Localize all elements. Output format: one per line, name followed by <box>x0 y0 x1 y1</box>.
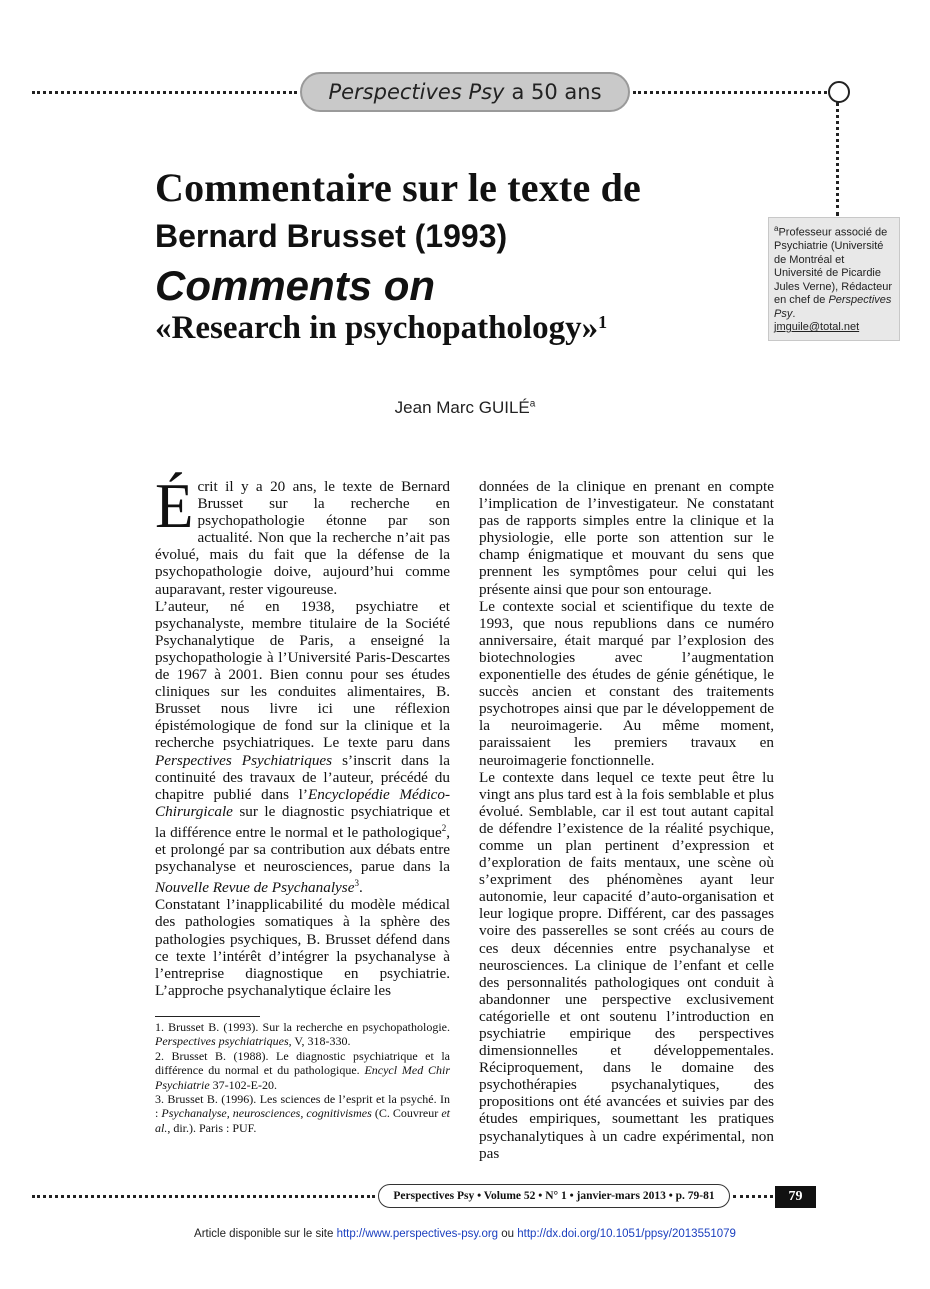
availability-notice <box>0 1228 930 1240</box>
footnote-2-text-b: 37-102-E-20. <box>209 1077 277 1092</box>
title-footnote-ref: 1 <box>598 312 608 332</box>
footnote-2 <box>155 1049 450 1092</box>
footnote-3-italic-etal: et al. <box>155 1106 450 1135</box>
journal-anniversary-banner <box>300 72 630 112</box>
paragraph-6: Le contexte dans lequel ce texte peut être lu vingt ans plus tard est à la fois semblable et plus évolué. Semblable, car il est tout autant capital de défendre l’existence de la réalité psychique, comme un plan pertinent d’expression et d’exploration de faits mentaux, une scène où s’expriment des phénomènes ayant leur autonomie, leur capacité d’auto-organisation et leur logique propre. Différent, car des passages voire des passerelles se sont créés au cours de ces deux décennies entre psychanalyse et neurosciences. La clinique de l’enfant et celle des personnalités pathologiques ont conduit à abandonner une perspective exclusivement catégorielle et ont soutenu l’introduction en psychiatrie empirique des perspectives dimensionnelles et développementales. Réciproquement, dans le domaine des psychothérapies psychanalytiques, des propositions ont été avancées et suivies par des études empiriques, soumettant les pratiques psychanalytiques à un cadre expérimental, non pas <box>479 768 774 1162</box>
header-dotted-rule-vertical <box>836 102 839 216</box>
affiliation-journal: Perspectives Psy <box>774 294 892 320</box>
title-french-line2: Bernard Brusset (1993) <box>155 218 508 254</box>
paragraph-5: Le contexte social et scientifique du texte de 1993, que nous republions dans ce numéro anniversaire, était marqué par l’explosion des biotechnologies avec l’augmentation exponentielle des études de génie génétique, le succès ancien et constant des traitements psychotropes ainsi que par le développement de la neuroimagerie. Au même moment, paraissaient les premiers travaux en neuroimagerie fonctionnelle. <box>479 597 774 769</box>
journal-website-link[interactable]: http://www.perspectives-psy.org <box>336 1228 499 1240</box>
footnote-1 <box>155 1020 450 1049</box>
paragraph-2-italic-encyclopedia: Encyclopédie Médico-Chirurgicale <box>155 785 450 820</box>
header-circle-ornament <box>828 81 850 103</box>
body-column-right <box>479 478 774 1162</box>
paragraph-2-text-b: s’inscrit dans la continuité des travaux de l’auteur, précédé du chapitre publié dans l’ <box>155 751 450 803</box>
footnote-1-text-a: 1. Brusset B. (1993). Sur la recherche en psychopathologie. <box>155 1020 450 1034</box>
page-number: 79 <box>775 1186 816 1208</box>
paragraph-3: Constatant l’inapplicabilité du modèle médical des pathologies somatiques à la sphère des pathologies psychiques, B. Brusset défend dans ce texte l’intérêt d’intégrer la psychanalyse à l’entreprise diagnostique en psychiatrie. L’approche psychanalytique éclaire les <box>155 896 450 999</box>
author-affiliation-box <box>768 217 900 341</box>
footnote-2-text-a: 2. Brusset B. (1988). Le diagnostic psychiatrique et la différence du normal et du pathologique. <box>155 1048 450 1078</box>
footer-dotted-rule-left <box>32 1195 375 1198</box>
body-column-left <box>155 471 450 999</box>
drop-cap: É <box>155 471 194 541</box>
footnote-1-italic: Perspectives psychiatriques <box>155 1034 289 1049</box>
footnote-3-italic: Psychanalyse, neurosciences, cognitivismes <box>161 1106 372 1121</box>
footnotes <box>155 1020 450 1135</box>
affiliation-period: . <box>792 307 796 320</box>
title-english-text: «Research in psychopathology» <box>155 310 599 346</box>
footnote-1-text-b: , V, 318-330. <box>288 1034 351 1049</box>
footnote-3-text-b: (C. Couvreur <box>371 1106 442 1121</box>
author-name-text: Jean Marc GUILÉ <box>394 398 530 417</box>
paragraph-2-text-d: , et prolongé par sa contribution aux débats entre psychanalyse et neurosciences, parue dans la <box>155 823 450 876</box>
footer-dotted-rule-right <box>733 1195 773 1198</box>
paragraph-4: données de la clinique en prenant en compte l’implication de l’investigateur. Ne constatant pas de rapports simples entre la clinique et la physiologie, elle porte son attention sur le champ énigmatique et mouvant du sens que prennent les symptômes pour celui qui les présente ainsi que pour son entourage. <box>479 478 774 598</box>
paragraph-1-text: crit il y a 20 ans, le texte de Bernard Brusset sur la recherche en psychopathologie étonne par son actualité. Non que la recherche n’ait pas évolué, mais du fait que la défense de la psychopathologie doive, aujourd’hui comme auparavant, rester vigoureuse. <box>155 478 450 598</box>
author-email-link[interactable]: jmguile@total.net <box>774 321 860 334</box>
paragraph-2-italic-revue: Nouvelle Revue de Psychanalyse <box>155 879 355 897</box>
footnote-ref-2: 2 <box>441 822 447 833</box>
footnote-separator <box>155 1016 260 1017</box>
availability-text-b: ou <box>498 1228 518 1240</box>
title-french-line1: Commentaire sur le texte de <box>155 165 642 210</box>
paragraph-2-italic-journal: Perspectives Psychiatriques <box>155 751 333 769</box>
paragraph-1 <box>155 471 450 598</box>
title-english-line2 <box>155 310 607 347</box>
title-english-line1: Comments on <box>155 262 436 309</box>
footnote-3-text-a: 3. Brusset B. (1996). Les sciences de l’esprit et la psyché. In : <box>155 1092 450 1121</box>
author-affiliation-marker: a <box>529 398 536 410</box>
affiliation-marker: a <box>774 224 779 233</box>
doi-link[interactable]: http://dx.doi.org/10.1051/ppsy/2013551079 <box>517 1228 736 1240</box>
paragraph-2 <box>155 598 450 897</box>
affiliation-text: Professeur associé de Psychiatrie (Université de Montréal et Université de Picardie Jules Verne), Rédacteur en chef de <box>774 226 893 307</box>
footer-citation: Perspectives Psy • Volume 52 • N° 1 • janvier-mars 2013 • p. 79-81 <box>378 1184 730 1208</box>
footnote-2-italic: Encycl Med Chir Psychiatrie <box>155 1063 450 1092</box>
paragraph-2-text-a: L’auteur, né en 1938, psychiatre et psychanalyste, membre titulaire de la Société Psychanalytique de Paris, a enseigné la psychopathologie à l’Université Paris-Descartes de 1967 à 2001. Bien connu pour ses études cliniques sur les conduites alimentaires, B. Brusset nous livre ici une réflexion épistémologique de fond sur la clinique et la recherche psychiatriques. Le texte paru dans <box>155 597 450 752</box>
footnote-3 <box>155 1092 450 1135</box>
paragraph-2-text-c: sur le diagnostic psychiatrique et la différence entre le normal et le pathologique <box>155 802 450 841</box>
author-name <box>0 398 930 418</box>
header-dotted-rule-left <box>32 91 297 94</box>
banner-journal-name: Perspectives Psy <box>328 80 505 104</box>
footnote-3-text-c: , dir.). Paris : PUF. <box>167 1120 257 1135</box>
availability-text-a: Article disponible sur le site <box>194 1228 337 1240</box>
banner-anniversary-text: a 50 ans <box>511 80 602 104</box>
footnote-ref-3: 3 <box>354 878 359 889</box>
paragraph-2-text-e: . <box>358 879 363 897</box>
header-dotted-rule-right <box>633 91 827 94</box>
